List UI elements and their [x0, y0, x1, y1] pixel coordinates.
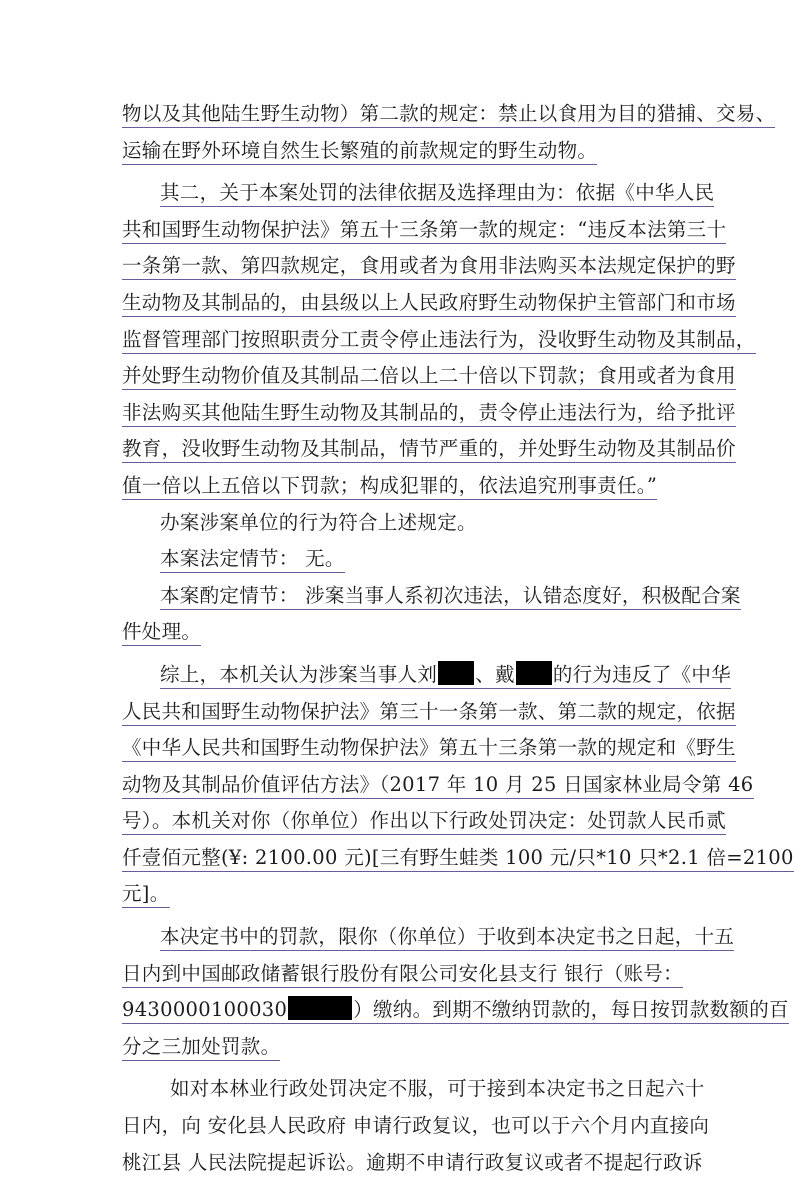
text-line: 物以及其他陆生野生动物）第二款的规定：禁止以食用为目的猎捕、交易、: [0, 96, 794, 133]
text-line: 生动物及其制品的，由县级以上人民政府野生动物保护主管部门和市场: [0, 285, 794, 322]
text-line: 桃江县 人民法院提起诉讼。逾期不申请行政复议或者不提起行政诉: [0, 1145, 794, 1181]
paragraph-decision: [0, 657, 794, 913]
text-line: 一条第一款、第四款规定，食用或者为食用非法购买本法规定保护的野: [0, 248, 794, 285]
paragraph-appeal-rights: [0, 1071, 794, 1181]
paragraph-discretionary-circumstances: [0, 578, 794, 651]
text-line: 分之三加处罚款。: [0, 1029, 794, 1066]
text-line: 如对本林业行政处罚决定不服，可于接到本决定书之日起六十: [170, 1077, 705, 1101]
text-line: 动物及其制品价值评估方法》（2017 年 10 月 25 日国家林业局令第 46: [0, 767, 794, 804]
text-line: 本案酌定情节： 涉案当事人系初次违法，认错态度好，积极配合案: [0, 578, 794, 615]
text-line: 人民共和国野生动物保护法》第三十一条第一款、第二款的规定，依据: [0, 694, 794, 731]
text-line: 并处野生动物价值及其制品二倍以上二十倍以下罚款；食用或者为食用: [0, 358, 794, 395]
text-line: 办案涉案单位的行为符合上述规定。: [160, 510, 477, 534]
paragraph-legal-basis: [0, 175, 794, 504]
redaction-block: [516, 661, 552, 685]
text-line: 本案法定情节： 无。: [0, 541, 794, 578]
text-line: 日内，向 安化县人民政府 申请行政复议，也可以于六个月内直接向: [0, 1108, 794, 1145]
paragraph-payment: [0, 919, 794, 1065]
text-line: 值一倍以上五倍以下罚款；构成犯罪的，依法追究刑事责任。”: [0, 468, 794, 505]
paragraph-statutory-circumstances: [0, 541, 794, 578]
text-line: 号）。本机关对你（你单位）作出以下行政处罚决定：处罚款人民币贰: [0, 803, 794, 840]
text-line: 教育，没收野生动物及其制品，情节严重的，并处野生动物及其制品价: [0, 431, 794, 468]
text-line: 9430000100030 ）缴纳。到期不缴纳罚款的，每日按罚款数额的百: [0, 992, 794, 1029]
text-line: 其二，关于本案处罚的法律依据及选择理由为：依据《中华人民: [0, 175, 794, 212]
text-line: 仟壹佰元整(¥: 2100.00 元)[三有野生蛙类 100 元/只*10 只*2.1 倍=2100: [0, 840, 794, 877]
court-location: 桃江县: [122, 1145, 181, 1181]
text-line: 非法购买其他陆生野生动物及其制品的，责令停止违法行为，给予批评: [0, 395, 794, 432]
paragraph-conformity: [0, 505, 794, 542]
text-line: 运输在野外环境自然生长繁殖的前款规定的野生动物。: [0, 133, 794, 170]
text-line: 件处理。: [0, 614, 794, 651]
text-line: 元]。: [0, 876, 794, 913]
text-line: 综上，本机关认为涉案当事人刘 、戴 的行为违反了《中华: [0, 657, 794, 694]
redaction-block: [288, 996, 352, 1020]
text-line: 共和国野生动物保护法》第五十三条第一款的规定：“违反本法第三十: [0, 212, 794, 249]
redaction-block: [438, 661, 474, 685]
text-line: 日内到中国邮政储蓄银行股份有限公司安化县支行 银行（账号：: [0, 956, 794, 993]
review-authority: 安化县人民政府: [208, 1108, 347, 1145]
account-number: 9430000100030: [122, 998, 288, 1022]
paragraph-wildlife-law-clause: [0, 96, 794, 169]
text-line: 《中华人民共和国野生动物保护法》第五十三条第一款的规定和《野生: [0, 730, 794, 767]
text-line: 本决定书中的罚款，限你（你单位）于收到本决定书之日起，十五: [0, 919, 794, 956]
text-line: 监督管理部门按照职责分工责令停止违法行为，没收野生动物及其制品，: [0, 322, 794, 359]
